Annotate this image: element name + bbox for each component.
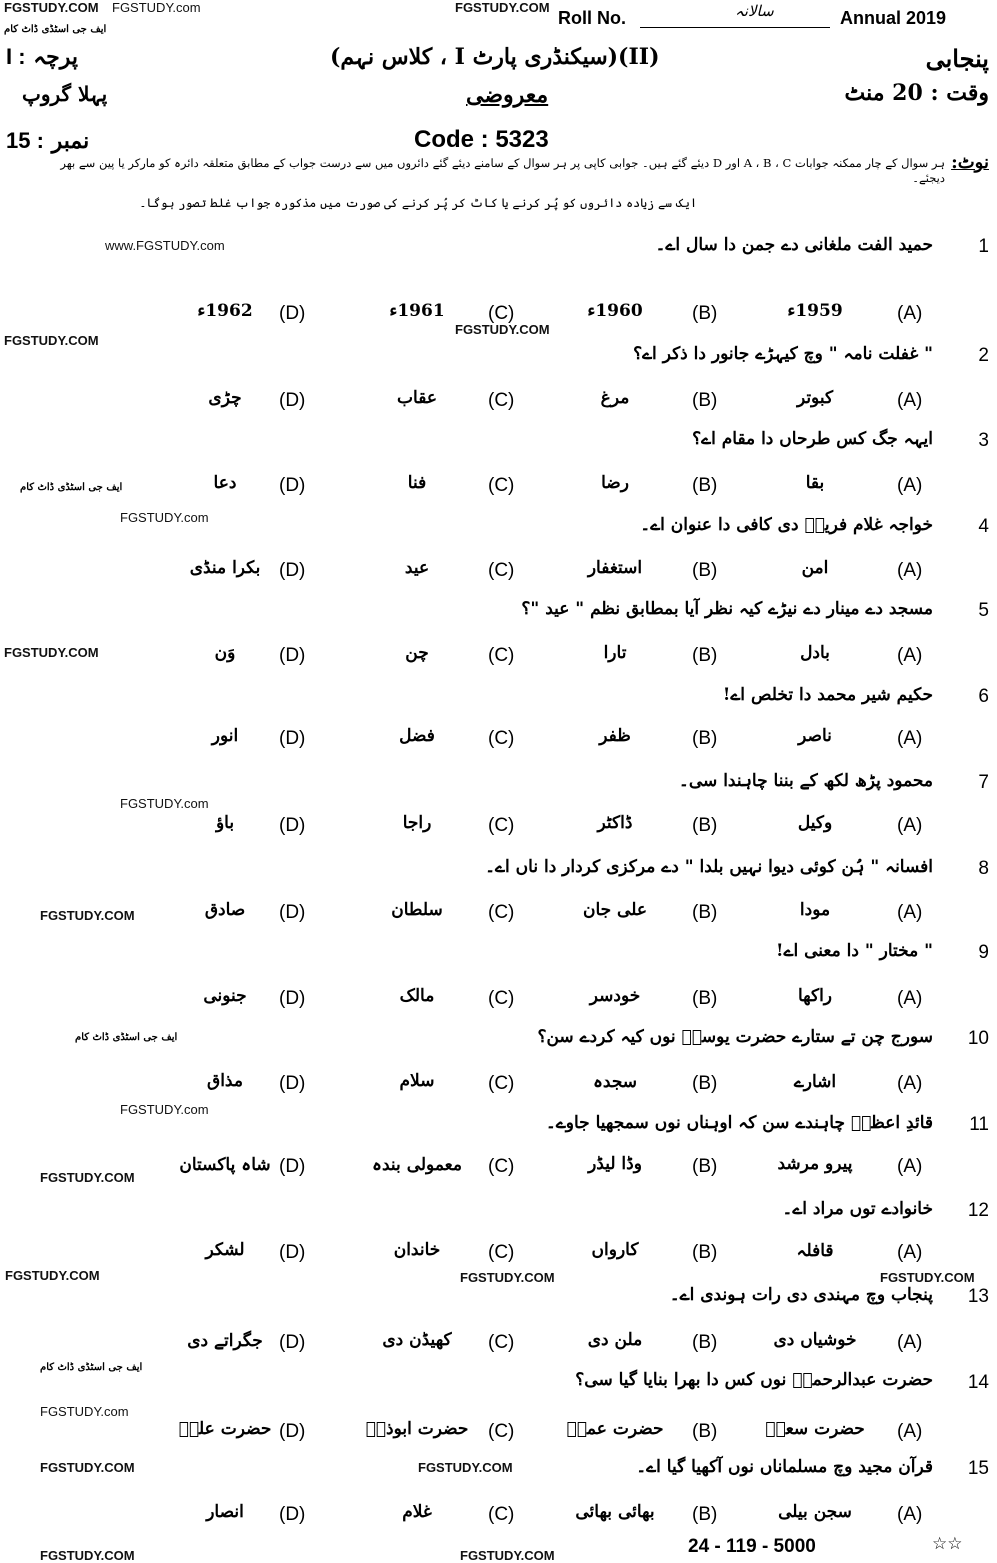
option-letter: (C) (488, 390, 515, 411)
paper-label (6, 44, 78, 70)
option-letter: (B) (692, 1156, 718, 1177)
option-letter: (C) (488, 1156, 515, 1177)
watermark: ایف جی اسٹڈی ڈاٹ کام (20, 482, 123, 493)
option-c-text: فضل (399, 726, 435, 746)
watermark: FGSTUDY.com (120, 1102, 209, 1117)
question-number: 7 (978, 772, 989, 793)
option-letter: (B) (692, 902, 718, 923)
option-b-text: بھائی بھائی (575, 1502, 655, 1522)
paper-code: Code : 5323 (414, 126, 549, 153)
watermark: FGSTUDY.com (112, 0, 201, 15)
option-letter: (B) (692, 1332, 718, 1353)
option-letter: (D) (279, 815, 306, 836)
question-text: " مختار " دا معنی اے! (776, 941, 933, 961)
option-letter: (D) (279, 560, 306, 581)
question-number: 5 (978, 600, 989, 621)
option-c-text: حضرت ابوذرؓ (365, 1419, 469, 1439)
question-text: سورج چن تے ستارے حضرت یوسفؑ نوں کیہ کردے سن؟ (537, 1027, 933, 1047)
option-b-text: علی جان (582, 900, 648, 920)
option-a-text: امن (801, 558, 829, 578)
option-letter: (C) (488, 1421, 515, 1442)
question-number: 13 (967, 1286, 989, 1307)
watermark: FGSTUDY.COM (40, 908, 135, 923)
question-text: قرآن مجید وچ مسلماناں نوں آکھیا گیا اے۔ (636, 1457, 933, 1477)
option-letter: (D) (279, 475, 306, 496)
option-letter: (D) (279, 1156, 306, 1177)
option-letter: (B) (692, 728, 718, 749)
paper-label-text: پرچہ (33, 44, 78, 70)
option-c-text: 1961ء (389, 301, 445, 321)
option-b-text: استغفار (587, 558, 643, 578)
watermark: FGSTUDY.COM (40, 1548, 135, 1563)
watermark: ایف جی اسٹڈی ڈاٹ کام (75, 1032, 178, 1043)
question-text: حمید الفت ملغانی دے جمن دا سال اے۔ (655, 235, 933, 255)
roll-number-field[interactable] (640, 26, 830, 28)
question-text: حضرت عبدالرحمنؓ نوں کس دا بھرا بنایا گیا سی؟ (575, 1370, 933, 1390)
option-a-text: ناصر (798, 726, 832, 746)
option-d-text: شاہ پاکستان (179, 1155, 271, 1175)
question-text: " غفلت نامہ " وچ کیہڑے جانور دا ذکر اے؟ (633, 344, 933, 364)
option-d-text: جنونی (203, 986, 247, 1006)
question-number: 14 (967, 1372, 989, 1393)
option-b-text: سجدہ (592, 1072, 638, 1092)
option-c-text: عقاب (397, 388, 437, 408)
question-number: 3 (978, 430, 989, 451)
option-letter: (B) (692, 475, 718, 496)
option-letter: (C) (488, 645, 515, 666)
option-letter: (C) (488, 988, 515, 1009)
subject-title: پنجابی (925, 44, 989, 73)
option-d-text: دعا (213, 473, 237, 493)
option-d-text: بکرا منڈی (189, 558, 261, 578)
question-text: افسانہ " ہُن کوئی دیوا نہیں بلدا " دے مرکزی کردار دا ناں اے۔ (485, 857, 933, 877)
option-c-text: مالک (399, 986, 435, 1006)
question-number: 10 (967, 1028, 989, 1049)
option-letter: (A) (897, 390, 923, 411)
option-a-text: وکیل (797, 813, 833, 833)
option-letter: (B) (692, 390, 718, 411)
watermark: FGSTUDY.com (120, 796, 209, 811)
option-c-text: معمولی بندہ (372, 1155, 462, 1175)
option-b-text: خودسر (589, 986, 641, 1006)
option-d-text: صادق (204, 900, 246, 920)
question-number: 6 (978, 686, 989, 707)
question-text: خواجہ غلام فریدؒ دی کافی دا عنوان اے۔ (640, 515, 933, 535)
option-c-text: چن (405, 643, 429, 663)
option-letter: (C) (488, 728, 515, 749)
paper-title: (II)(سیکنڈری پارٹ I ، کلاس نہم) (330, 44, 660, 70)
option-letter: (B) (692, 645, 718, 666)
option-c-text: غلام (402, 1502, 432, 1522)
option-c-text: سلطان (391, 900, 443, 920)
option-letter: (A) (897, 1332, 923, 1353)
watermark: www.FGSTUDY.com (105, 238, 225, 253)
option-letter: (C) (488, 475, 515, 496)
option-letter: (D) (279, 1242, 306, 1263)
footer-stars: ☆☆ (932, 1534, 963, 1554)
option-letter: (D) (279, 1421, 306, 1442)
option-letter: (D) (279, 1332, 306, 1353)
option-letter: (A) (897, 560, 923, 581)
option-b-text: 1960ء (587, 301, 643, 321)
option-letter: (A) (897, 902, 923, 923)
option-letter: (C) (488, 1073, 515, 1094)
question-number: 8 (978, 858, 989, 879)
option-b-text: ڈاکٹر (597, 813, 633, 833)
option-c-text: راجا (402, 813, 432, 833)
question-number: 11 (969, 1114, 989, 1135)
question-number: 2 (978, 345, 989, 366)
watermark: FGSTUDY.COM (880, 1270, 975, 1285)
question-text: محمود پڑھ لکھ کے بننا چاہندا سی۔ (678, 771, 933, 791)
option-c-text: فنا (407, 473, 427, 493)
watermark: FGSTUDY.COM (455, 322, 550, 337)
watermark: FGSTUDY.COM (4, 333, 99, 348)
option-letter: (C) (488, 1504, 515, 1525)
option-letter: (A) (897, 303, 923, 324)
question-number: 15 (967, 1458, 989, 1479)
option-letter: (B) (692, 988, 718, 1009)
group-label: پہلا گروپ (22, 82, 108, 106)
option-a-text: 1959ء (787, 301, 843, 321)
option-d-text: باؤ (215, 813, 235, 833)
time-allowed (844, 80, 989, 106)
paper-type: معروضی (466, 82, 549, 108)
question-number: 1 (978, 236, 989, 257)
question-text: قائدِ اعظمؒ چاہندے سن کہ اوہناں نوں سمجھیا جاوے۔ (545, 1113, 933, 1133)
option-a-text: بادل (800, 643, 830, 663)
option-letter: (A) (897, 1073, 923, 1094)
option-letter: (B) (692, 1504, 718, 1525)
watermark: ایف جی اسٹڈی ڈاٹ کام (4, 24, 107, 35)
question-number: 9 (978, 942, 989, 963)
time-label: وقت : (930, 80, 989, 106)
marks-label: نمبر (51, 128, 90, 154)
option-c-text: خاندان (393, 1240, 441, 1260)
roll-number-label: Roll No. (558, 8, 626, 28)
question-number: 4 (978, 516, 989, 537)
option-b-text: رضا (601, 473, 629, 493)
option-d-text: انور (211, 726, 239, 746)
option-letter: (D) (279, 1073, 306, 1094)
option-letter: (A) (897, 1156, 923, 1177)
watermark: FGSTUDY.COM (5, 1268, 100, 1283)
option-letter: (C) (488, 303, 515, 324)
watermark: FGSTUDY.COM (460, 1548, 555, 1563)
option-b-text: مرغ (600, 388, 630, 408)
option-b-text: وڈا لیڈر (588, 1154, 642, 1174)
option-c-text: سلام (399, 1071, 435, 1091)
note-line-2: ایک سے زیادہ دائروں کو پُر کرنے یا کاٹ کر پُر کرنے کی صورت میں مذکورہ جواب غلط تصور ہوگا۔ (139, 196, 697, 210)
option-letter: (A) (897, 645, 923, 666)
annual-label: Annual 2019 (840, 8, 947, 28)
option-letter: (B) (692, 815, 718, 836)
marks (6, 128, 89, 154)
option-letter: (A) (897, 1242, 923, 1263)
question-number: 12 (967, 1200, 989, 1221)
paper-value: I : (6, 44, 26, 69)
option-d-text: وَن (214, 643, 236, 663)
option-d-text: جگراتے دی (187, 1331, 263, 1351)
option-d-text: چڑی (208, 388, 242, 408)
option-c-text: کھیڈن دی (382, 1330, 452, 1350)
option-a-text: راکھا (797, 986, 833, 1006)
option-letter: (D) (279, 988, 306, 1009)
watermark: ایف جی اسٹڈی ڈاٹ کام (40, 1362, 143, 1373)
footer-code: 24 - 119 - 5000 (688, 1536, 816, 1557)
option-letter: (B) (692, 1242, 718, 1263)
option-b-text: ملن دی (587, 1330, 643, 1350)
option-letter: (B) (692, 560, 718, 581)
option-letter: (C) (488, 902, 515, 923)
question-text: پنجاب وچ مہندی دی رات ہوندی اے۔ (669, 1285, 933, 1305)
option-a-text: حضرت سعدؓ (765, 1419, 865, 1439)
option-d-text: مذاق (207, 1071, 243, 1091)
watermark: FGSTUDY.COM (4, 0, 99, 15)
note-line-1: ہر سوال کے چار ممکنہ جوابات A ، B ، C اور D دیئے گئے ہیں۔ جوابی کاپی پر ہر سوال کے سامنے دیئے گئے دائروں میں سے درست جواب کے مطابق متعلقہ دائرہ کو مارکر یا پین سے بھر دیجئے۔ (60, 156, 945, 185)
watermark: FGSTUDY.COM (40, 1170, 135, 1185)
note-label: نوٹ: (951, 152, 989, 173)
option-b-text: حضرت عمرؓ (566, 1419, 664, 1439)
option-letter: (B) (692, 1073, 718, 1094)
option-letter: (B) (692, 1421, 718, 1442)
option-letter: (C) (488, 815, 515, 836)
option-d-text: لشکر (205, 1240, 245, 1260)
option-a-text: مودا (799, 900, 831, 920)
option-letter: (C) (488, 560, 515, 581)
time-value: 20 منٹ (844, 80, 923, 106)
roll-number-value: سالانہ (735, 2, 774, 20)
option-letter: (C) (488, 1242, 515, 1263)
option-letter: (D) (279, 645, 306, 666)
option-d-text: حضرت علیؓ (178, 1419, 272, 1439)
option-b-text: تارا (603, 643, 627, 663)
option-a-text: اشارے (793, 1072, 837, 1092)
watermark: FGSTUDY.COM (4, 645, 99, 660)
option-d-text: انصار (206, 1502, 244, 1522)
watermark: FGSTUDY.COM (418, 1460, 513, 1475)
option-letter: (A) (897, 1421, 923, 1442)
option-d-text: 1962ء (197, 301, 253, 321)
question-text: خانوادے توں مراد اے۔ (782, 1199, 933, 1219)
option-letter: (B) (692, 303, 718, 324)
option-letter: (D) (279, 390, 306, 411)
option-letter: (D) (279, 902, 306, 923)
option-a-text: خوشیاں دی (773, 1330, 857, 1350)
option-letter: (A) (897, 815, 923, 836)
option-a-text: کبوتر (796, 388, 834, 408)
option-letter: (A) (897, 728, 923, 749)
option-a-text: بقا (805, 473, 825, 493)
option-b-text: ظفر (599, 726, 631, 746)
watermark: FGSTUDY.COM (455, 0, 550, 15)
option-letter: (D) (279, 303, 306, 324)
option-c-text: عید (404, 558, 430, 578)
question-text: ایہہ جگ کس طرحاں دا مقام اے؟ (692, 429, 933, 449)
option-a-text: پیرو مرشد (777, 1154, 853, 1174)
option-letter: (A) (897, 1504, 923, 1525)
question-text: حکیم شیر محمد دا تخلص اے! (722, 685, 933, 705)
option-a-text: سجن بیلی (778, 1502, 852, 1522)
watermark: FGSTUDY.COM (460, 1270, 555, 1285)
marks-value: 15 : (6, 128, 44, 153)
watermark: FGSTUDY.com (40, 1404, 129, 1419)
option-letter: (A) (897, 988, 923, 1009)
option-letter: (A) (897, 475, 923, 496)
watermark: FGSTUDY.COM (40, 1460, 135, 1475)
option-letter: (D) (279, 728, 306, 749)
option-letter: (D) (279, 1504, 306, 1525)
option-letter: (C) (488, 1332, 515, 1353)
option-a-text: قافلہ (796, 1241, 834, 1261)
option-b-text: کارواں (591, 1240, 639, 1260)
watermark: FGSTUDY.com (120, 510, 209, 525)
question-text: مسجد دے مینار دے نیڑے کیہ نظر آیا بمطابق نظم " عید "؟ (521, 599, 933, 619)
